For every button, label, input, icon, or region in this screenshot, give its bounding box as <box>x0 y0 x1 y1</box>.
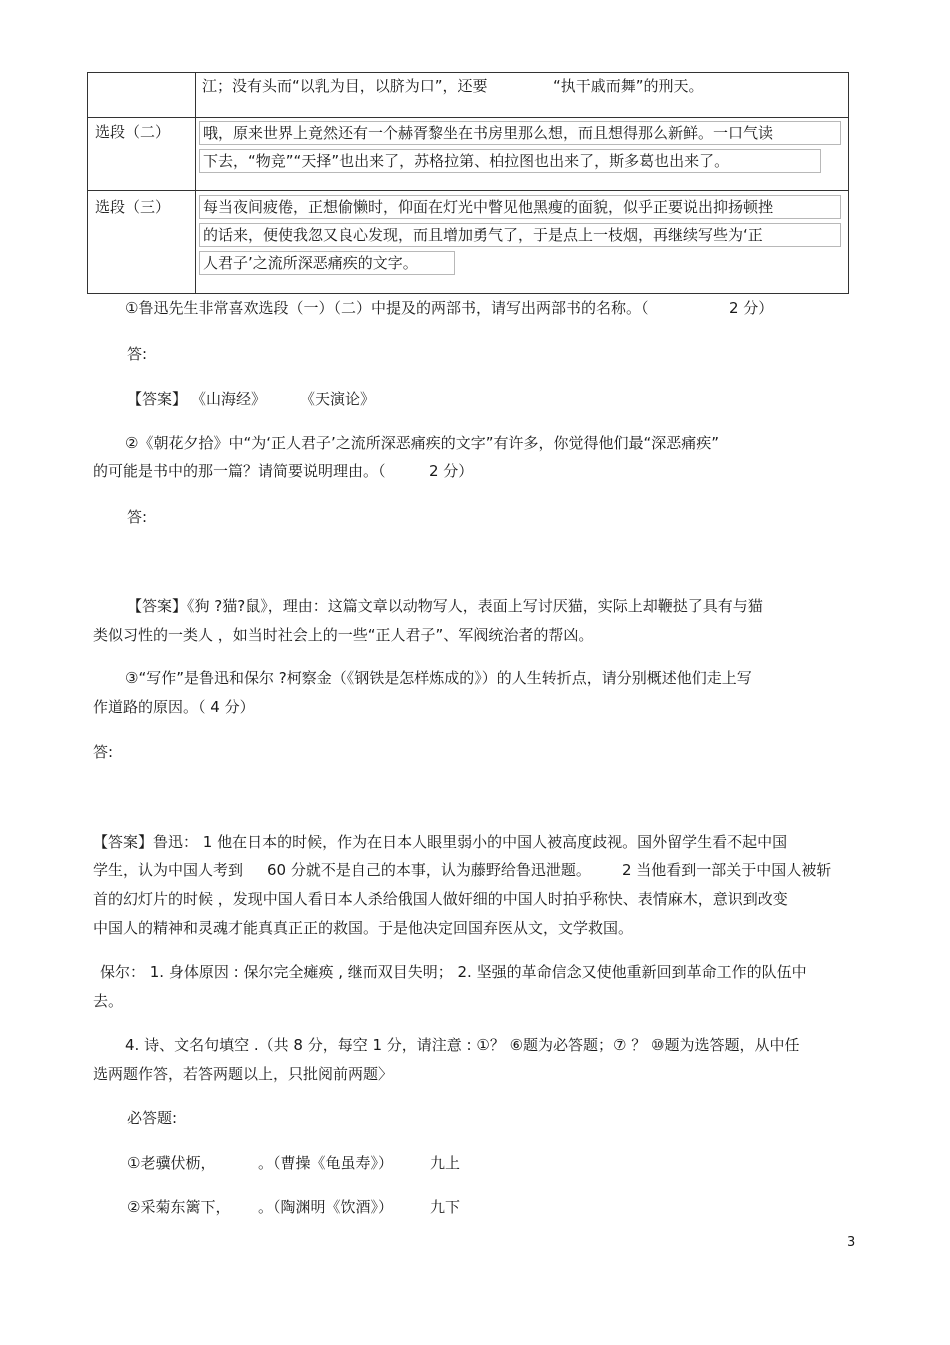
q2-key-line1: 【答案】《狗 ?猫?鼠》，理由：这篇文章以动物写人，表面上写讨厌猫，实际上却鞭挞了具有与猫 <box>127 597 763 615</box>
q1-answer-label: 答: <box>127 345 148 363</box>
q3-key-line2b: 60 分就不是自己的本事，认为藤野给鲁迅泄题。 <box>267 861 591 879</box>
q2-key-line2: 类似习性的一类人 ，如当时社会上的一些“正人君子”、军阀统治者的帮凶。 <box>93 626 594 644</box>
table-row3-line2: 的话来，便使我忽又良心发现，而且增加勇气了，于是点上一枝烟，再继续写些为‘正 <box>203 226 763 244</box>
table-row1-text: 江；没有头而“以乳为目，以脐为口”，还要 <box>202 77 488 95</box>
q3-key-line3: 首的幻灯片的时候 ，发现中国人看日本人杀给俄国人做奸细的中国人时拍乎称快、表情麻木，意识到改变 <box>93 890 788 908</box>
q3-question-line1: ③“写作”是鲁迅和保尔 ?柯察金（《钢铁是怎样炼成的》）的人生转折点，请分别概述他们走上写 <box>125 669 752 687</box>
q3-key-line1: 【答案】鲁迅： 1 他在日本的时候，作为在日本人眼里弱小的中国人被高度歧视。国外留学生看不起中国 <box>93 833 788 851</box>
table-row3-line3: 人君子’之流所深恶痛疾的文字。 <box>203 254 418 272</box>
q3-key-line6: 去。 <box>93 992 124 1010</box>
q4-item1-b: 。（曹操《龟虽寿》） <box>258 1154 394 1172</box>
q2-score: 2 分） <box>429 462 474 480</box>
q4-required-label: 必答题: <box>127 1109 178 1127</box>
q1-key-a: 《山海经》 <box>191 390 267 408</box>
q1-key-b: 《天演论》 <box>300 390 376 408</box>
q3-key-line2c: 2 当他看到一部关于中国人被斩 <box>622 861 832 879</box>
table-row3-label: 选段（三） <box>95 198 171 216</box>
q3-question-line2: 作道路的原因。（ 4 分） <box>93 698 255 716</box>
table-row1-text-b: “执干戚而舞”的刑天。 <box>553 77 704 95</box>
q4-item1-c: 九上 <box>430 1154 461 1172</box>
q3-key-line5: 保尔： 1. 身体原因 : 保尔完全瘫痪 , 继而双目失明； 2. 坚强的革命信念又使他重新回到革命工作的队伍中 <box>100 963 807 981</box>
table-column-divider <box>195 73 196 293</box>
q3-key-line4: 中国人的精神和灵魂才能真真正正的救国。于是他决定回国弃医从文，文学救国。 <box>93 919 634 937</box>
q4-item1-a: ①老骥伏枥， <box>127 1154 216 1172</box>
q1-question: ①鲁迅先生非常喜欢选段（一）（二）中提及的两部书，请写出两部书的名称。（ <box>125 299 649 317</box>
table-row-divider <box>88 117 848 118</box>
q4-heading-line1: 4. 诗、文名句填空 .（共 8 分，每空 1 分，请注意 : ①？ ⑥题为必答题；⑦ ？ ⑩题为选答题，从中任 <box>125 1036 800 1054</box>
q4-item2-c: 九下 <box>430 1198 461 1216</box>
q4-heading-line2: 选两题作答，若答两题以上，只批阅前两题〉 <box>93 1065 394 1083</box>
q1-key-label: 【答案】 <box>127 390 188 408</box>
q1-score: 2 分） <box>729 299 774 317</box>
table-row2-label: 选段（二） <box>95 123 171 141</box>
q3-answer-label: 答: <box>93 743 114 761</box>
q4-item2-a: ②采菊东篱下， <box>127 1198 231 1216</box>
table-row2-line2: 下去，“物竞”“天择”也出来了，苏格拉第、柏拉图也出来了，斯多葛也出来了。 <box>203 152 730 170</box>
q2-question-line2: 的可能是书中的那一篇？请简要说明理由。（ <box>93 462 386 480</box>
q2-answer-label: 答: <box>127 508 148 526</box>
table-row-divider <box>88 190 848 191</box>
q4-item2-b: 。（陶渊明《饮酒》） <box>258 1198 394 1216</box>
page-number: 3 <box>847 1235 856 1250</box>
q3-key-line2a: 学生，认为中国人考到 <box>93 861 244 879</box>
q2-question-line1: ②《朝花夕拾》中“为‘正人君子’之流所深恶痛疾的文字”有许多，你觉得他们最“深恶痛疾” <box>125 434 720 452</box>
table-row2-line1: 哦，原来世界上竟然还有一个赫胥黎坐在书房里那么想，而且想得那么新鲜。一口气读 <box>203 124 774 142</box>
table-row3-line1: 每当夜间疲倦，正想偷懒时，仰面在灯光中瞥见他黑瘦的面貌，似乎正要说出抑扬顿挫 <box>203 198 774 216</box>
